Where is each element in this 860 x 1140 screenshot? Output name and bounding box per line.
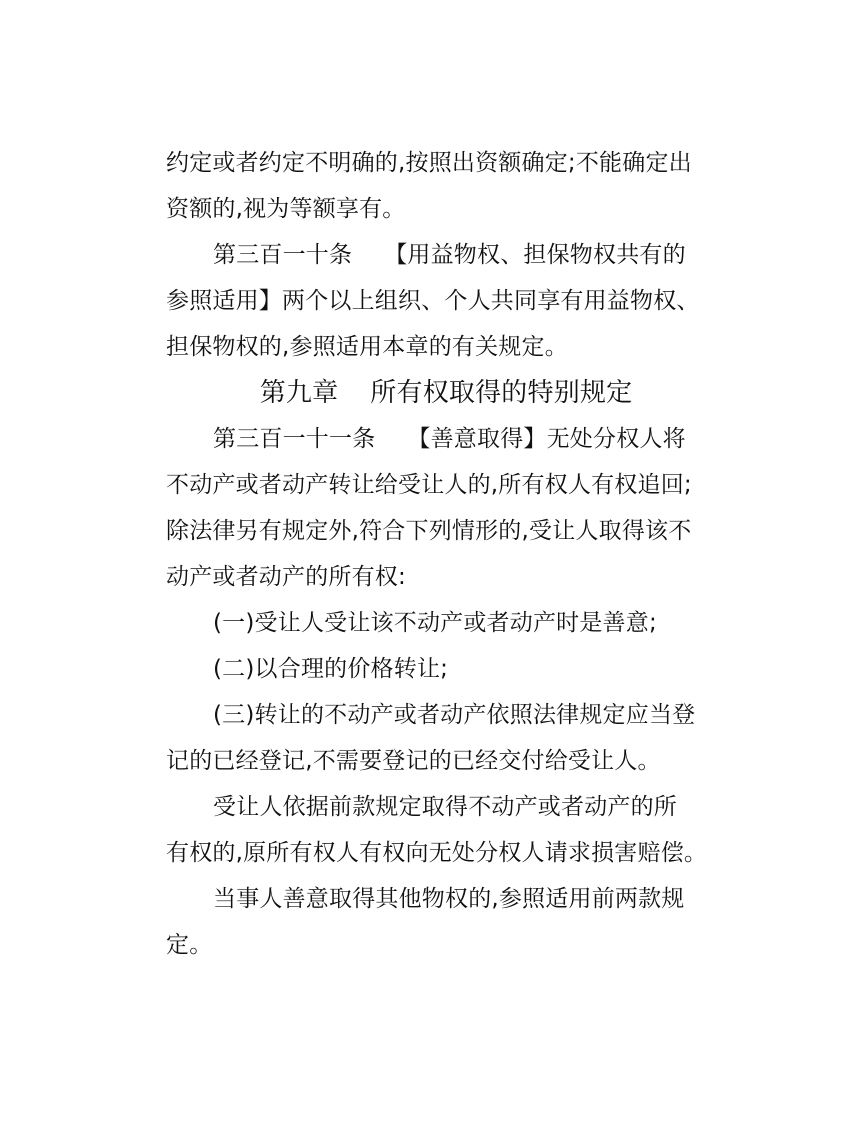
chapter-number: 第九章: [259, 378, 339, 408]
text-line: 约定或者约定不明确的,按照出资额确定;不能确定出: [166, 150, 692, 176]
paragraph-start: 受让人依据前款规定取得不动产或者动产的所: [213, 794, 677, 820]
text-line: 记的已经登记,不需要登记的已经交付给受让人。: [166, 748, 661, 774]
paragraph-start: 当事人善意取得其他物权的,参照适用前两款规: [213, 886, 685, 912]
text-line: 参照适用】两个以上组织、个人共同享有用益物权、: [166, 288, 700, 314]
text-line: 不动产或者动产转让给受让人的,所有权人有权追回;: [166, 472, 692, 498]
article-310-heading-line: [166, 232, 726, 278]
list-item: (三)转让的不动产或者动产依照法律规定应当登: [213, 702, 696, 728]
list-item: (一)受让人受让该不动产或者动产时是善意;: [213, 610, 657, 636]
text-line: 资额的,视为等额享有。: [166, 196, 406, 222]
chapter-heading: [166, 370, 726, 416]
text-line: 动产或者动产的所有权:: [166, 564, 406, 590]
text-line: 有权的,原所有权人有权向无处分权人请求损害赔偿。: [166, 840, 708, 866]
article-title: 【善意取得】无处分权人将: [407, 426, 686, 452]
article-311-heading-line: [166, 416, 726, 462]
document-body: [166, 140, 726, 968]
text-line: 定。: [166, 932, 213, 958]
text-line: 除法律另有规定外,符合下列情形的,受让人取得该不: [166, 518, 692, 544]
article-number: 第三百一十条: [213, 242, 353, 268]
article-number: 第三百一十一条: [213, 426, 376, 452]
text-line: 担保物权的,参照适用本章的有关规定。: [166, 334, 568, 360]
article-title: 【用益物权、担保物权共有的: [384, 242, 686, 268]
chapter-title: 所有权取得的特别规定: [370, 378, 633, 408]
list-item: (二)以合理的价格转让;: [213, 656, 449, 682]
